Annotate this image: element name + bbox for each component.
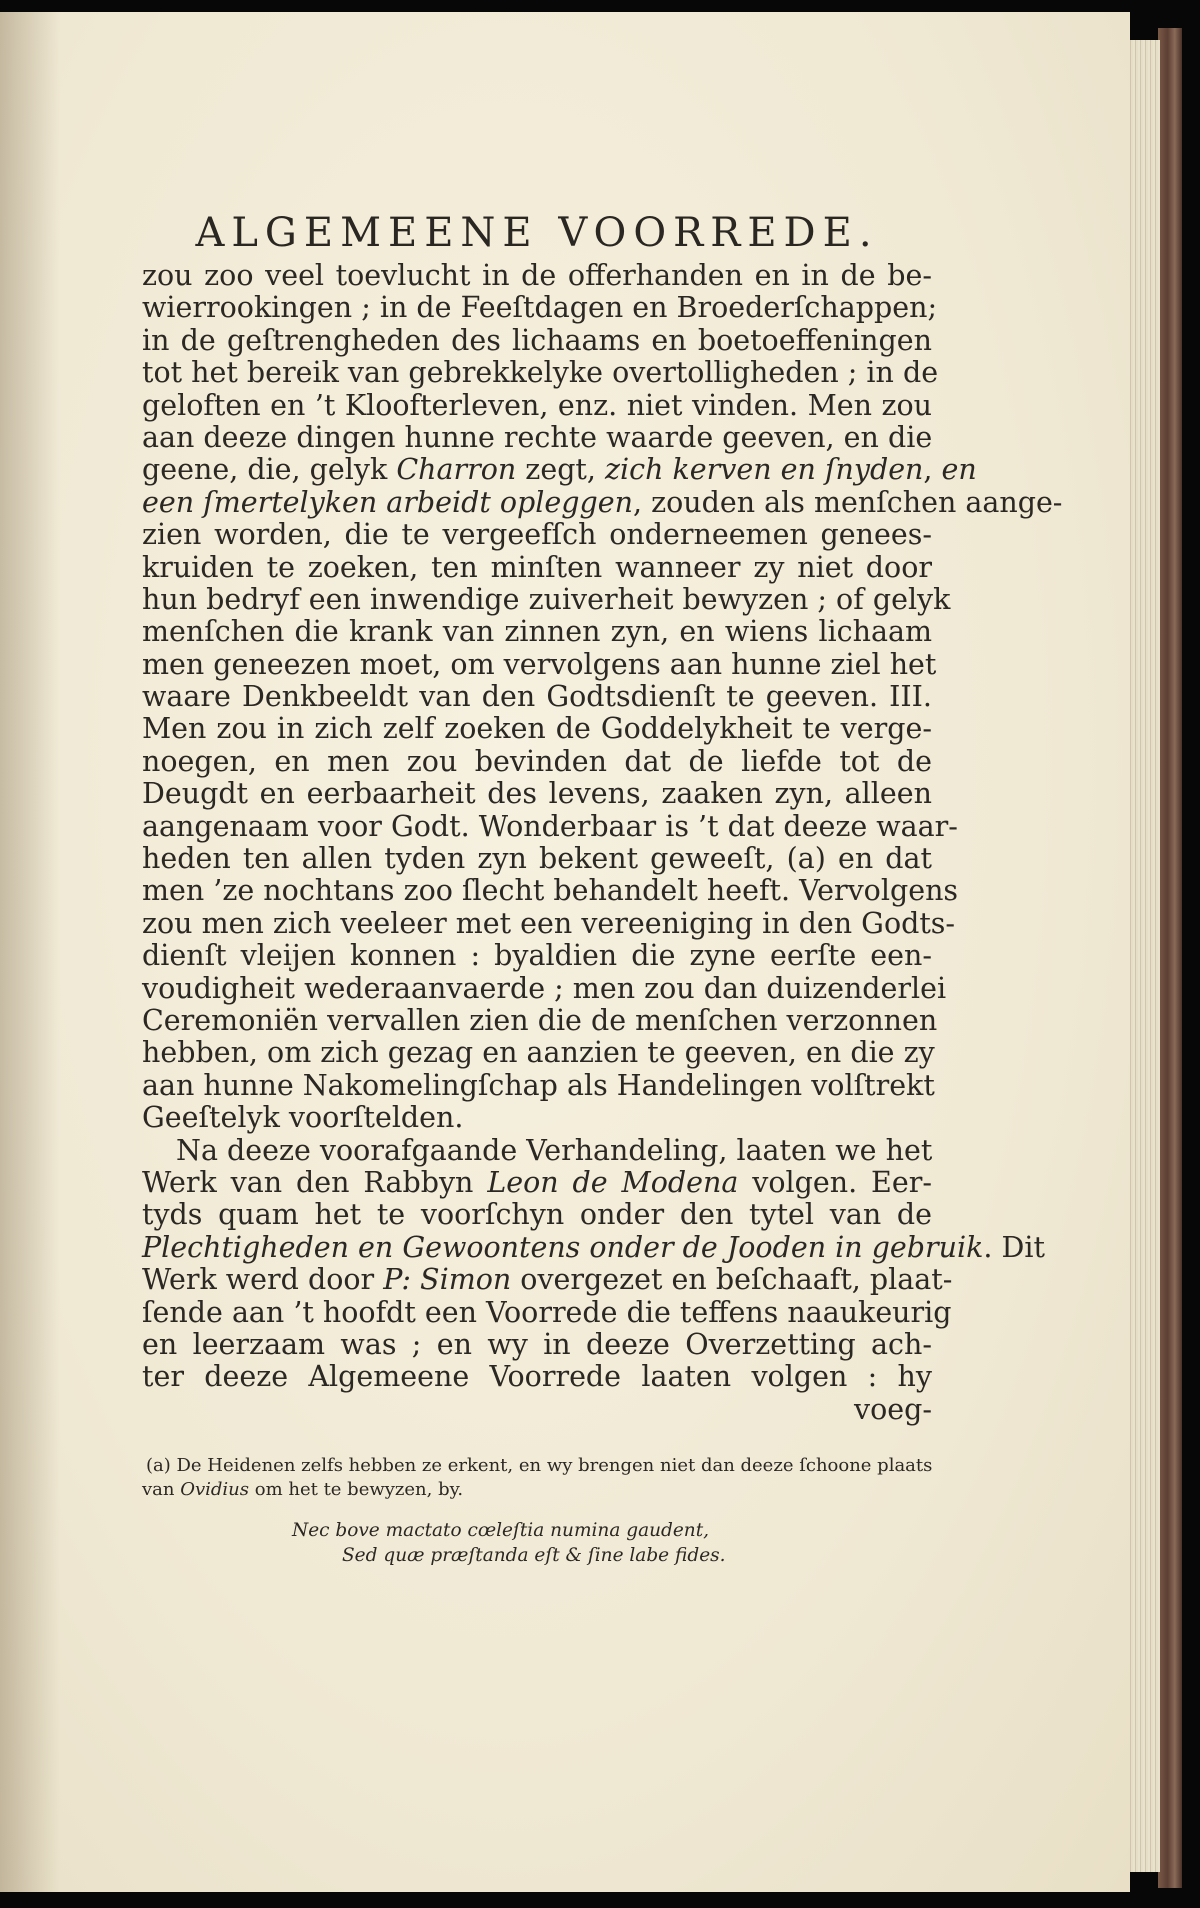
text-run: aan hunne Nakomelingſchap als Handelingen volſtrekt xyxy=(142,1068,935,1102)
text-line xyxy=(142,453,977,487)
text-run: tot het bereik van gebrekkelyke overtolligheden ; in de xyxy=(142,356,939,390)
text-run: van xyxy=(142,1479,181,1501)
text-run: geene, die, gelyk xyxy=(142,453,397,487)
text-line xyxy=(142,1394,932,1426)
verse-line: Sed quæ præſtanda eſt & ſine labe fides. xyxy=(342,1545,726,1567)
text-line xyxy=(142,809,958,843)
text-line xyxy=(142,713,932,745)
text-run: Deugdt en eerbaarheit des levens, zaaken zyn, alleen xyxy=(142,777,932,811)
text-run: noegen, en men zou bevinden dat de liefde tot de xyxy=(142,744,932,778)
text-run: kruiden te zoeken, ten minſten wanneer zy niet door xyxy=(142,550,932,584)
italic-text: Plechtigheden en Gewoontens onder de Jooden in gebruik xyxy=(142,1230,984,1264)
text-run: zegt, xyxy=(516,453,606,487)
text-run: in de geſtrengheden des lichaams en boetoeffeningen xyxy=(142,323,932,357)
text-run: heden ten allen tyden zyn bekent geweeſt, (a) en dat xyxy=(142,842,932,876)
text-line xyxy=(142,906,956,940)
italic-text: P: Simon xyxy=(383,1263,512,1297)
body-text xyxy=(142,259,1063,1426)
text-line xyxy=(142,1102,932,1134)
text-run: Men zou in zich zelf zoeken de Goddelykheit te verge- xyxy=(142,712,932,746)
text-run: aangenaam voor Godt. Wonderbaar is ’t dat deeze waar- xyxy=(142,809,958,843)
italic-text: en xyxy=(941,453,977,487)
text-line xyxy=(142,778,932,810)
text-line xyxy=(142,390,932,422)
text-run: wierrookingen ; in de Feeſtdagen en Broederſchappen; xyxy=(142,291,938,325)
text-line xyxy=(142,874,959,908)
text-line xyxy=(142,582,951,616)
text-run: Werk werd door xyxy=(142,1263,384,1297)
text-line xyxy=(142,1295,952,1329)
text-line xyxy=(142,746,932,778)
running-head: ALGEMEENE VOORREDE. xyxy=(195,210,879,256)
text-run: , xyxy=(923,453,942,487)
text-run: tyds quam het te voorſchyn onder den tytel van de xyxy=(142,1198,932,1232)
text-line xyxy=(142,291,938,325)
text-run: volgen. Eer- xyxy=(738,1165,932,1199)
text-run: om het te bewyzen, by. xyxy=(249,1479,464,1501)
text-line xyxy=(142,356,939,390)
text-run: waare Denkbeeldt van den Godtsdienſt te geeven. III. xyxy=(142,680,932,714)
text-line xyxy=(142,940,932,972)
text-line xyxy=(142,1361,932,1393)
text-run: hun bedryf een inwendige zuiverheit bewyzen ; of gelyk xyxy=(142,582,951,616)
text-run: aan deeze dingen hunne rechte waarde geeven, en die xyxy=(142,420,933,454)
text-run: men geneezen moet, om vervolgens aan hunne ziel het xyxy=(142,647,937,681)
text-line xyxy=(142,422,932,454)
text-run: dienſt vleijen konnen : byaldien die zyne eerſte een- xyxy=(142,939,932,973)
text-run: Geeſtelyk voorſtelden. xyxy=(142,1101,464,1135)
text-line xyxy=(142,1199,932,1231)
text-line xyxy=(142,1135,932,1167)
italic-text: Charron xyxy=(396,453,517,487)
text-line xyxy=(142,1478,932,1502)
text-run: , zouden als menſchen aange- xyxy=(633,485,1063,519)
footnote xyxy=(142,1454,932,1502)
book-cover-edge xyxy=(1158,28,1182,1888)
text-run: Ceremoniën vervallen zien die de menſchen verzonnen xyxy=(142,1003,938,1037)
gutter-shadow xyxy=(0,12,60,1892)
text-run: voeg- xyxy=(854,1392,932,1426)
text-run: zien worden, die te vergeefſch onderneemen genees- xyxy=(142,518,932,552)
text-line xyxy=(142,1068,935,1102)
text-run: hebben, om zich gezag en aanzien te geeven, en die zy xyxy=(142,1036,935,1070)
text-run: zou zoo veel toevlucht in de offerhanden en in de be- xyxy=(142,259,932,292)
text-run: menſchen die krank van zinnen zyn, en wiens lichaam xyxy=(142,615,932,649)
text-run: ſende aan ’t hoofdt een Voorrede die teffens naaukeurig xyxy=(142,1295,952,1329)
text-line xyxy=(142,1167,932,1199)
text-run: Werk van den Rabbyn xyxy=(142,1165,488,1199)
page-text-block xyxy=(142,210,1063,1568)
page-fore-edge xyxy=(1128,40,1160,1872)
text-run: ter deeze Algemeene Voorrede laaten volgen : hy xyxy=(142,1360,932,1394)
text-line xyxy=(142,616,932,648)
text-run: . Dit xyxy=(983,1230,1045,1264)
italic-text: Leon de Modena xyxy=(487,1165,739,1199)
text-run: en leerzaam was ; en wy in deeze Overzetting ach- xyxy=(142,1327,932,1361)
text-line xyxy=(142,1036,935,1070)
text-line xyxy=(142,485,1063,519)
italic-text: een ſmertelyken arbeidt opleggen xyxy=(142,485,633,519)
text-run: zou men zich veeleer met een vereeniging in den Godts- xyxy=(142,906,956,940)
text-run: geloften en ’t Kloofterleven, enz. niet vinden. Men zou xyxy=(142,388,932,422)
text-line xyxy=(142,519,932,551)
text-line xyxy=(142,843,932,875)
text-run: (a) De Heidenen zelfs hebben ze erkent, en wy brengen niet dan deeze ſchoone plaats xyxy=(146,1455,933,1477)
text-run: overgezet en beſchaaft, plaat- xyxy=(511,1263,953,1297)
text-line xyxy=(142,1329,932,1361)
text-run: Na deeze voorafgaande Verhandeling, laaten we het xyxy=(176,1133,933,1167)
text-line xyxy=(142,1230,1045,1264)
text-line xyxy=(142,1003,938,1037)
verse-line: Nec bove mactato cœleſtia numina gaudent, xyxy=(292,1520,710,1542)
text-run: men ’ze nochtans zoo ſlecht behandelt heeft. Vervolgens xyxy=(142,874,959,908)
text-line xyxy=(142,1454,932,1478)
text-line xyxy=(142,681,932,713)
text-line xyxy=(142,971,947,1005)
text-line xyxy=(142,260,932,292)
italic-text: zich kerven en ſnyden xyxy=(605,453,924,487)
latin-verse-quote xyxy=(142,1518,932,1568)
text-run: voudigheit wederaanvaerde ; men zou dan duizenderlei xyxy=(142,971,947,1005)
text-line xyxy=(142,1263,953,1297)
text-line xyxy=(142,325,932,357)
text-line xyxy=(142,647,937,681)
italic-text: Ovidius xyxy=(180,1479,250,1501)
text-line xyxy=(142,552,932,584)
